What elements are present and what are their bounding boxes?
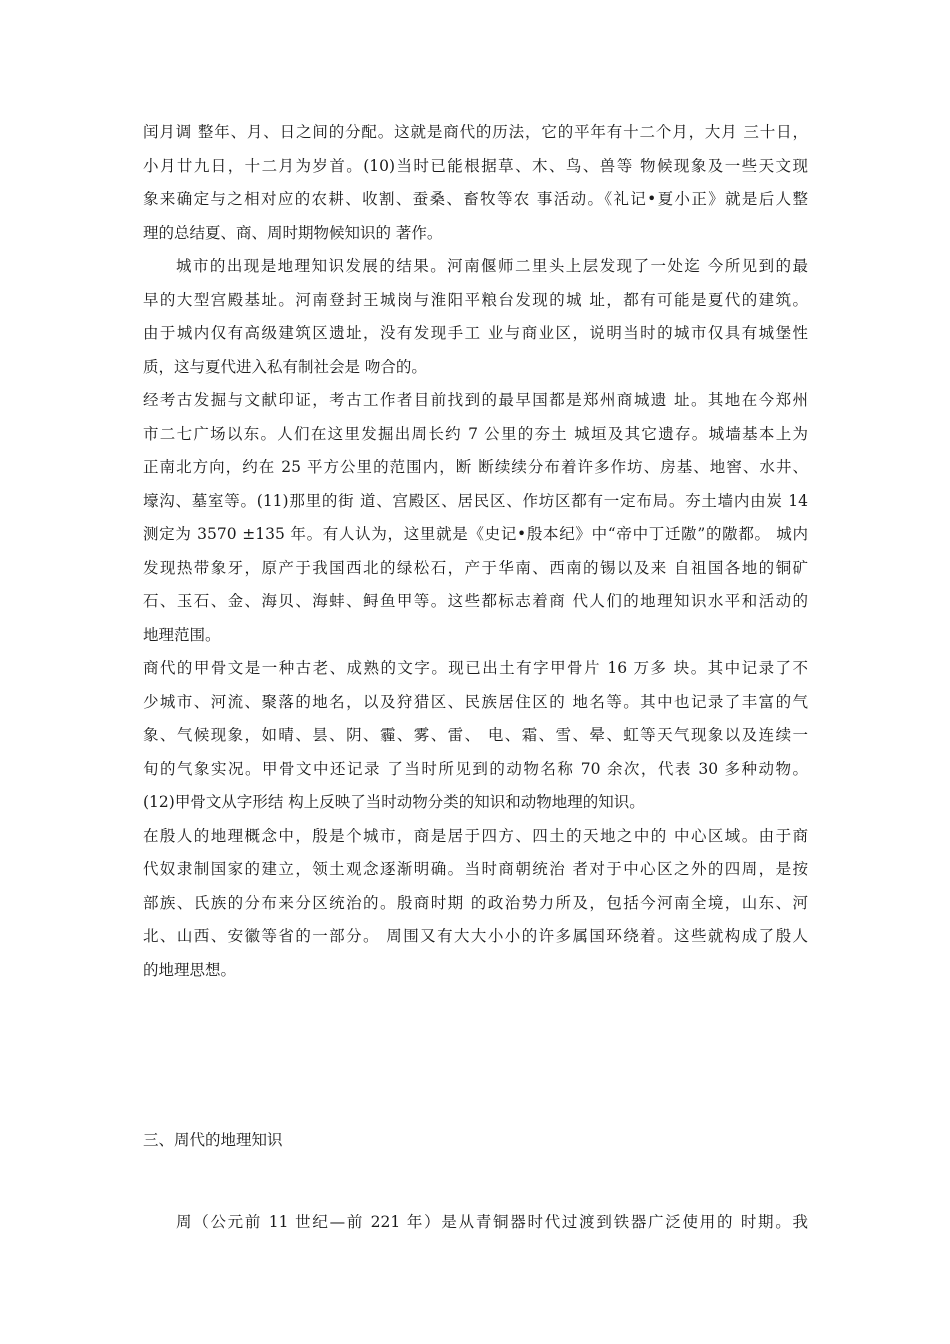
text-line: 理的总结夏、商、周时期物候知识的 著作。 — [143, 223, 443, 242]
text-line: 代奴隶制国家的建立，领土观念逐渐明确。当时商朝统治 者对于中心区之外的四周，是按 — [143, 860, 808, 878]
text-line: 北、山西、安徽等省的一部分。 周围又有大大小小的许多属国环绕着。这些就构成了殷人 — [143, 927, 808, 945]
text-line: 周（公元前 11 世纪—前 221 年）是从青铜器时代过渡到铁器广泛使用的 时期。我 — [176, 1213, 808, 1231]
paragraph-zhou — [143, 1206, 808, 1240]
paragraph-yin-geography — [143, 820, 808, 988]
paragraph-city — [143, 250, 808, 384]
paragraph-oracle-bones — [143, 652, 808, 820]
text-line: 城市的出现是地理知识发展的结果。河南偃师二里头上层发现了一处迄 今所见到的最 — [176, 257, 808, 275]
text-line: 旬的气象实况。甲骨文中还记录 了当时所见到的动物名称 70 余次，代表 30 多种动物。 — [143, 759, 808, 778]
text-line: 早的大型宫殿基址。河南登封王城岗与淮阳平粮台发现的城 址，都有可能是夏代的建筑。 — [143, 290, 808, 309]
text-line: 象来确定与之相对应的农耕、收割、蚕桑、畜牧等农 事活动。《礼记•夏小正》就是后人整 — [143, 190, 808, 208]
document-page — [143, 116, 808, 1231]
text-line: 发现热带象牙，原产于我国西北的绿松石，产于华南、西南的锡以及来 自祖国各地的铜矿 — [143, 558, 808, 577]
paragraph-calendar — [143, 116, 808, 250]
text-line: 的地理思想。 — [143, 960, 237, 979]
text-line: 壕沟、墓室等。(11)那里的街 道、宫殿区、居民区、作坊区都有一定布局。夯土墙内由炭 14 — [143, 491, 808, 510]
text-line: 地理范围。 — [143, 625, 221, 644]
text-line: 测定为 3570 ±135 年。有人认为，这里就是《史记•殷本纪》中“帝中丁迁隞”的隞都。 城内 — [143, 525, 808, 543]
text-line: 市二七广场以东。人们在这里发掘出周长约 7 公里的夯土 城垣及其它遗存。城墙基本上为 — [143, 424, 808, 443]
text-line: 正南北方向，约在 25 平方公里的范围内，断 断续续分布着许多作坊、房基、地窖、水井、 — [143, 458, 808, 476]
text-line: 闰月调 整年、月、日之间的分配。这就是商代的历法，它的平年有十二个月，大月 三十日， — [143, 123, 808, 141]
section-heading: 三、周代的地理知识 — [143, 1131, 283, 1149]
text-line: 经考古发掘与文献印证，考古工作者目前找到的最早国都是郑州商城遗 址。其地在今郑州 — [143, 391, 808, 409]
text-line: 石、玉石、金、海贝、海蚌、鲟鱼甲等。这些都标志着商 代人们的地理知识水平和活动的 — [143, 592, 808, 610]
text-line: 部族、氏族的分布来分区统治的。殷商时期 的政治势力所及，包括今河南全境，山东、河 — [143, 893, 808, 912]
text-line: (12)甲骨文从字形结 构上反映了当时动物分类的知识和动物地理的知识。 — [143, 793, 645, 811]
text-line: 商代的甲骨文是一种古老、成熟的文字。现已出土有字甲骨片 16 万多 块。其中记录了不 — [143, 659, 808, 677]
text-line: 质，这与夏代进入私有制社会是 吻合的。 — [143, 357, 427, 376]
text-line: 在殷人的地理概念中，殷是个城市，商是居于四方、四土的天地之中的 中心区域。由于商 — [143, 826, 808, 845]
text-line: 小月廿九日，十二月为岁首。(10)当时已能根据草、木、鸟、兽等 物候现象及一些天文现 — [143, 156, 808, 175]
text-line: 少城市、河流、聚落的地名，以及狩猎区、民族居住区的 地名等。其中也记录了丰富的气 — [143, 692, 808, 711]
text-line: 象、气候现象，如晴、昙、阴、霾、雾、雷、 电、霜、雪、晕、虹等天气现象以及连续一 — [143, 726, 808, 744]
text-line: 由于城内仅有高级建筑区遗址，没有发现手工 业与商业区，说明当时的城市仅具有城堡性 — [143, 324, 808, 342]
paragraph-zhengzhou — [143, 384, 808, 652]
